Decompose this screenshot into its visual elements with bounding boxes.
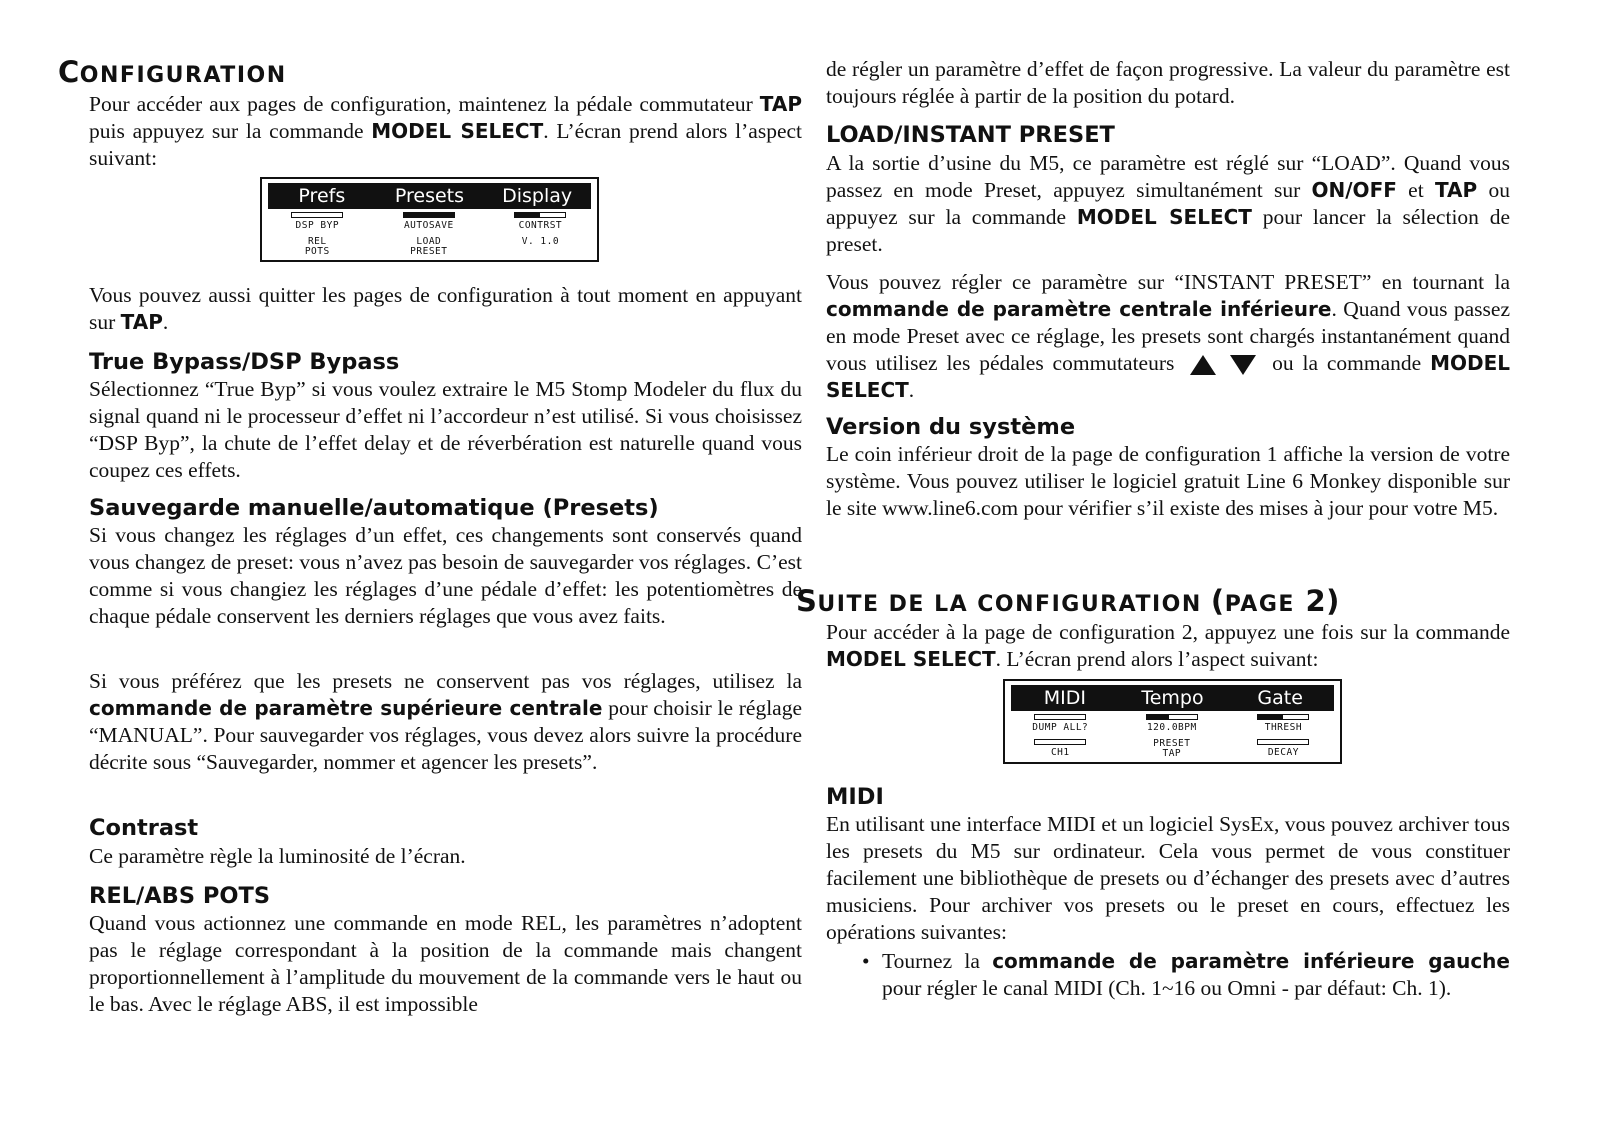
midi-heading: MIDI xyxy=(826,784,884,810)
lcd-level-fill xyxy=(404,213,454,217)
lcd-parameter-label: 120.0BPM xyxy=(1146,722,1197,733)
lcd-parameter xyxy=(1005,739,1116,758)
lcd-parameter xyxy=(1005,714,1116,733)
lcd-parameter xyxy=(262,237,373,257)
suite-paragraph: Pour accéder à la page de configuration 2, appuyez une fois sur la commande MODEL SELECT. L’écran prend alors l’aspect suivant: xyxy=(826,620,1510,671)
lcd-parameter-label: REL xyxy=(307,236,327,247)
lcd-level-bar xyxy=(403,212,455,218)
lcd-level-bar xyxy=(1146,714,1198,720)
lcd-parameter xyxy=(262,212,373,231)
lcd-level-bar xyxy=(291,212,343,218)
arrow-up-icon xyxy=(1190,355,1216,375)
lcd-level-bar xyxy=(1257,714,1309,720)
load-heading: LOAD/INSTANT PRESET xyxy=(826,122,1115,148)
version-heading: Version du système xyxy=(826,414,1076,440)
lcd-parameter xyxy=(1228,739,1339,758)
contrast-heading: Contrast xyxy=(89,815,199,841)
lcd-parameter xyxy=(374,237,485,257)
lcd-parameter-label: CONTRST xyxy=(518,220,563,231)
lcd-level-bar xyxy=(1034,739,1086,745)
relabs-paragraph: Quand vous actionnez une commande en mode REL, les paramètres n’adoptent pas le réglage correspondant à la position de la commande mais changent proportionnellement à l’amplitude du mouvement de la commande vers le haut ou le bas. Avec le réglage ABS, il est impossible xyxy=(89,911,802,1016)
lcd-parameter-label: DUMP ALL? xyxy=(1032,722,1089,733)
lcd-parameter-label: CH1 xyxy=(1050,747,1070,758)
suite-title: SUITE DE LA CONFIGURATION (PAGE 2) xyxy=(796,584,1340,618)
lcd-header-prefs: Prefs xyxy=(298,185,346,207)
bypass-heading: True Bypass/DSP Bypass xyxy=(89,349,400,375)
lcd-header-tempo: Tempo xyxy=(1141,687,1204,709)
lcd-parameter xyxy=(485,212,596,231)
lcd-level-bar xyxy=(1034,714,1086,720)
midi-steps-list xyxy=(826,948,1510,1002)
lcd-level-fill xyxy=(1147,715,1170,719)
key-model-select: MODEL SELECT xyxy=(1076,205,1252,229)
intro-paragraph: Pour accéder aux pages de configuration, maintenez la pédale commutateur TAP puis appuyez sur la commande MODEL SELECT. L’écran prend alors l’aspect suivant: xyxy=(89,92,803,170)
lcd-header-gate: Gate xyxy=(1257,687,1303,709)
key-on-off: ON/OFF xyxy=(1311,178,1397,202)
lcd-display-page-1 xyxy=(260,177,599,262)
key-model-select: MODEL SELECT xyxy=(371,119,544,143)
lcd-parameter-label: AUTOSAVE xyxy=(403,220,454,231)
key-model-select: MODEL SELECT xyxy=(826,647,996,671)
load-paragraph-2: Vous pouvez régler ce paramètre sur “INSTANT PRESET” en tournant la commande de paramètre centrale inférieure. Quand vous passez en mode Preset avec ce réglage, les presets sont chargés instantanément quand vous utilisez les pédales commutateurs ou la commande MODEL SELECT. xyxy=(826,270,1510,402)
lcd-header xyxy=(1011,685,1334,711)
lcd-parameter-label: PRESET xyxy=(1153,738,1191,749)
lcd-level-bar xyxy=(514,212,566,218)
version-paragraph: Le coin inférieur droit de la page de configuration 1 affiche la version de votre système. Vous pouvez utiliser le logiciel gratuit Line 6 Monkey disponible sur le site www.line6.com pour vérifier s’il existe des mises à jour pour votre M5. xyxy=(826,442,1510,520)
lcd-parameter-label: LOAD xyxy=(416,236,442,247)
lcd-parameter-label: DSP BYP xyxy=(295,220,340,231)
save-paragraph-2: Si vous préférez que les presets ne conservent pas vos réglages, utilisez la commande de paramètre supérieure centrale pour choisir le réglage “MANUAL”. Pour sauvegarder vos réglages, vous devez alors suivre la procédure décrite sous “Sauvegarder, nommer et agencer les presets”. xyxy=(89,669,802,774)
relabs-heading: REL/ABS POTS xyxy=(89,883,271,909)
lcd-parameter-label: TAP xyxy=(1162,748,1182,759)
title-initial: C xyxy=(58,55,80,89)
lcd-parameter xyxy=(374,212,485,231)
arrow-down-icon xyxy=(1230,355,1256,375)
title-rest: ONFIGURATION xyxy=(79,63,287,88)
lcd-level-bar xyxy=(1257,739,1309,745)
key-bottom-center-knob: commande de paramètre centrale inférieure xyxy=(826,297,1332,321)
lcd-header xyxy=(268,183,591,209)
lcd-parameter xyxy=(1117,714,1228,733)
save-heading: Sauvegarde manuelle/automatique (Presets) xyxy=(89,495,659,521)
list-item: • Tournez la commande de paramètre inférieure gauche pour régler le canal MIDI (Ch. 1~16 ou Omni - par défaut: Ch. 1). xyxy=(882,948,1510,1002)
configuration-title xyxy=(58,56,287,92)
lcd-header-presets: Presets xyxy=(394,185,465,207)
lcd-parameter-label: V. 1.0 xyxy=(521,236,560,247)
midi-paragraph: En utilisant une interface MIDI et un logiciel SysEx, vous pouvez archiver tous les presets du M5 sur ordinateur. Cela vous permet de vous constituer facilement une bibliothèque de presets ou d’échanger des presets avec d’autres musiciens. Pour archiver vos presets ou le preset en cours, effectuez les opérations suivantes: xyxy=(826,812,1510,944)
relabs-continued: de régler un paramètre d’effet de façon progressive. La valeur du paramètre est toujours réglée à partir de la position du potard. xyxy=(826,57,1510,108)
lcd-level-fill xyxy=(515,213,540,217)
lcd-level-fill xyxy=(1258,715,1283,719)
load-paragraph-1: A la sortie d’usine du M5, ce paramètre est réglé sur “LOAD”. Quand vous passez en mode Preset, appuyez simultanément sur ON/OFF et TAP ou appuyez sur la commande MODEL SELECT pour lancer la sélection de preset. xyxy=(826,151,1510,256)
save-paragraph-1: Si vous changez les réglages d’un effet, ces changements sont conservés quand vous changez de preset: vous n’avez pas besoin de sauvegarder vos réglages. C’est comme si vous changiez les réglages d’une pédale d’effet: les potentiomètres de chaque pédale conservent les derniers réglages que vous avez faits. xyxy=(89,523,802,628)
contrast-paragraph: Ce paramètre règle la luminosité de l’écran. xyxy=(89,844,466,868)
lcd-display-page-2 xyxy=(1003,679,1342,764)
lcd-header-midi: MIDI xyxy=(1043,687,1086,709)
key-top-center-knob: commande de paramètre supérieure centrale xyxy=(89,696,603,720)
key-bottom-left-knob: commande de paramètre inférieure gauche xyxy=(992,949,1510,973)
key-model-select: MODEL SELECT xyxy=(826,351,1510,402)
lcd-parameter xyxy=(485,237,596,247)
lcd-parameter-label: DECAY xyxy=(1267,747,1299,758)
lcd-parameter-label: POTS xyxy=(304,246,330,257)
lcd-parameter-label: THRESH xyxy=(1264,722,1303,733)
lcd-header-display: Display xyxy=(502,185,573,207)
key-tap: TAP xyxy=(120,310,163,334)
lcd-parameter xyxy=(1228,714,1339,733)
key-tap: TAP xyxy=(1434,178,1478,202)
lcd-parameter xyxy=(1117,739,1228,759)
quit-paragraph: Vous pouvez aussi quitter les pages de configuration à tout moment en appuyant sur TAP. xyxy=(89,283,802,334)
lcd-parameter-label: PRESET xyxy=(410,246,448,257)
bypass-paragraph: Sélectionnez “True Byp” si vous voulez extraire le M5 Stomp Modeler du flux du signal quand ni le processeur d’effet ni l’accordeur n’est utilisé. Si vous choisissez “DSP Byp”, la chute de l’effet delay et de réverbération est naturelle quand vous coupez ces effets. xyxy=(89,377,802,482)
key-tap: TAP xyxy=(759,92,802,116)
